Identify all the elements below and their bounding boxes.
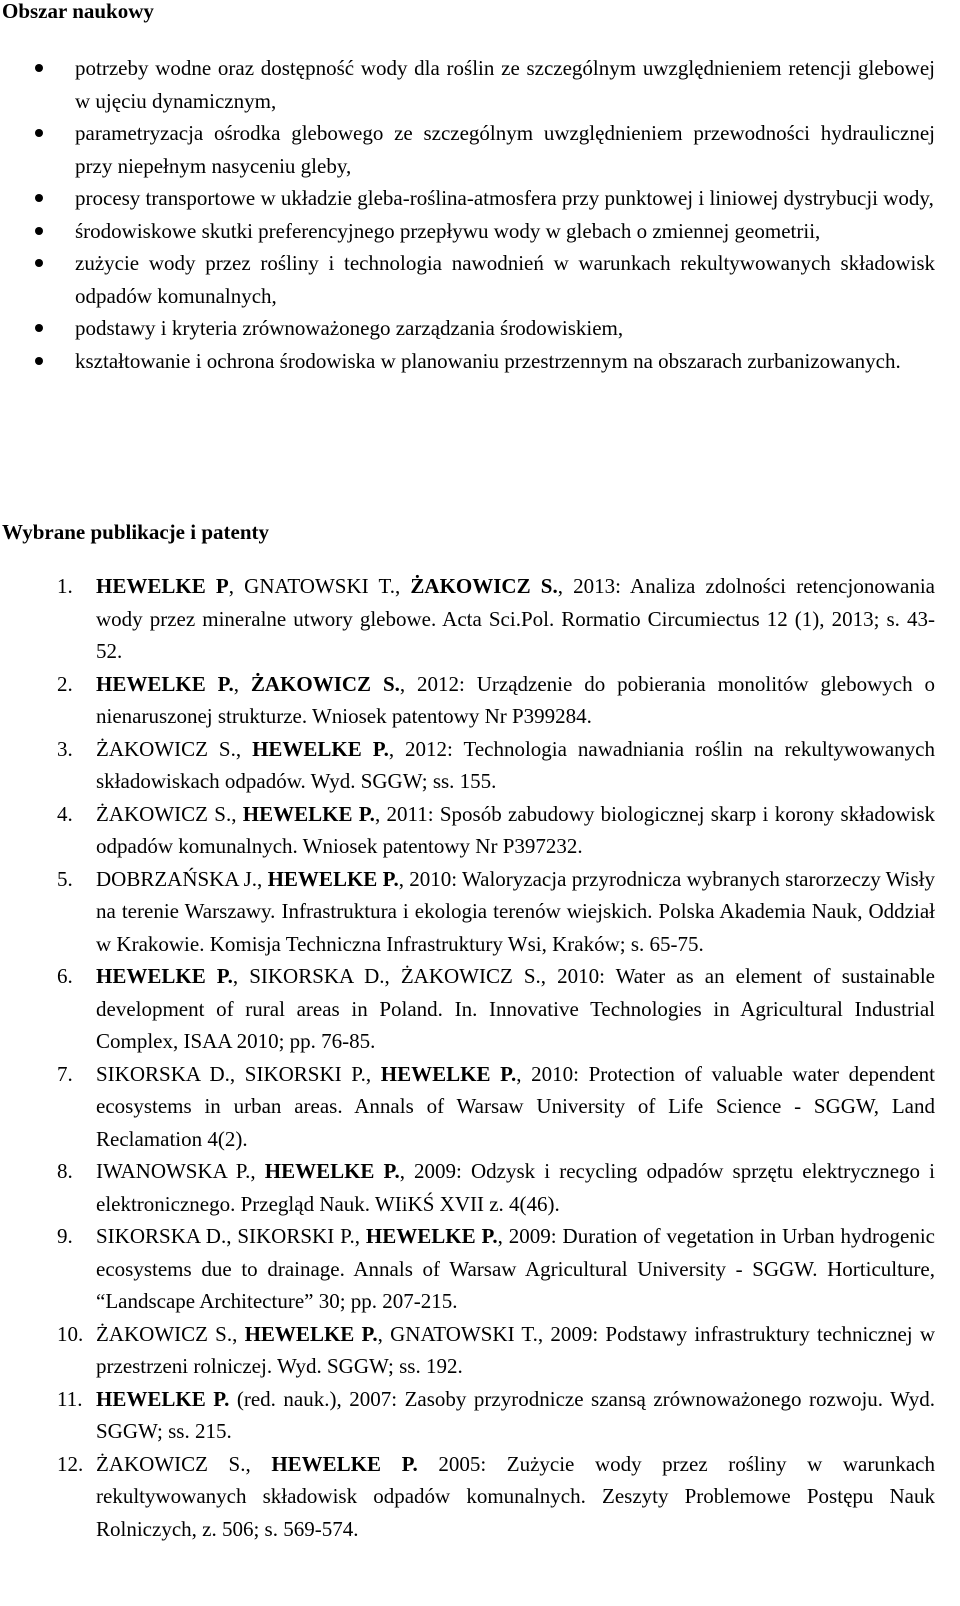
list-item (0, 345, 960, 378)
list-item-text: środowiskowe skutki preferencyjnego przepływu wody w glebach o zmiennej geometrii, (75, 218, 821, 243)
author-name-bold: HEWELKE P. (252, 736, 389, 761)
bullet-icon (35, 357, 43, 365)
publication-number: 2. (57, 671, 73, 696)
publication-text: ŻAKOWICZ S., (96, 1451, 272, 1476)
author-name-bold: HEWELKE P. (96, 964, 233, 988)
publication-text: ŻAKOWICZ S., (96, 1321, 245, 1346)
list-item-text: zużycie wody przez rośliny i technologia nawodnień w warunkach rekultywowanych składowisk odpadów komunalnych, (75, 251, 935, 308)
list-item (0, 117, 960, 182)
author-name-bold: ŻAKOWICZ S. (410, 574, 558, 598)
publication-text: , 2013: Analiza zdolności retencjonowania wody przez mineralne utwory glebowe. Acta Sci.Pol. Rormatio Circumiectus 12 (1), 2013; s. 43-52. (96, 574, 935, 663)
publication-item (0, 798, 960, 863)
publication-number: 8. (57, 1159, 73, 1183)
publication-item (0, 960, 960, 1058)
publication-text: DOBRZAŃSKA J., (96, 866, 268, 891)
publication-number: 11. (57, 1386, 83, 1411)
author-name-bold: HEWELKE P. (380, 1061, 517, 1086)
publication-number: 4. (57, 801, 73, 826)
publication-text: , 2009: Duration of vegetation in Urban hydrogenic ecosystems due to drainage. Annals of Warsaw Agricultural University - SGGW. Horticulture, “Landscape Architecture” 30; pp. 207-215. (96, 1224, 935, 1313)
list-item-text: parametryzacja ośrodka glebowego ze szczególnym uwzględnieniem przewodności hydraulicznej przy niepełnym nasyceniu gleby, (75, 121, 935, 178)
publication-number: 1. (57, 574, 73, 598)
publication-text: , GNATOWSKI T., 2009: Podstawy infrastruktury technicznej w przestrzeni rolniczej. Wyd. SGGW; ss. 192. (96, 1321, 935, 1378)
publication-item (0, 1318, 960, 1383)
publication-item (0, 1383, 960, 1448)
publication-text: , 2012: Technologia nawadniania roślin na rekultywowanych składowiskach odpadów. Wyd. SGGW; ss. 155. (96, 736, 935, 793)
bullet-icon (35, 194, 43, 202)
publication-text: SIKORSKA D., SIKORSKI P., (96, 1224, 366, 1248)
publication-text: , 2011: Sposób zabudowy biologicznej skarp i korony składowisk odpadów komunalnych. Wniosek patentowy Nr P397232. (96, 801, 935, 858)
publication-number: 10. (57, 1321, 84, 1346)
bullet-icon (35, 64, 43, 72)
list-item (0, 52, 960, 117)
publication-item (0, 1220, 960, 1318)
publication-number: 12. (57, 1451, 84, 1476)
list-item (0, 215, 960, 248)
publication-text: IWANOWSKA P., (96, 1159, 265, 1183)
publication-text: , GNATOWSKI T., (228, 574, 411, 598)
list-item-text: kształtowanie i ochrona środowiska w planowaniu przestrzennym na obszarach zurbanizowanych. (75, 348, 901, 373)
publication-number: 9. (57, 1224, 73, 1248)
publication-text: , 2012: Urządzenie do pobierania monolitów glebowych o nienaruszonej strukturze. Wniosek patentowy Nr P399284. (96, 671, 935, 728)
list-item (0, 247, 960, 312)
publication-text: SIKORSKA D., SIKORSKI P., (96, 1061, 381, 1086)
publication-item (0, 570, 960, 668)
section-heading-research-area: Obszar naukowy (2, 0, 154, 23)
list-item-text: procesy transportowe w układzie gleba-roślina-atmosfera przy punktowej i liniowej dystrybucji wody, (75, 186, 934, 210)
section-heading-publications: Wybrane publikacje i patenty (2, 520, 269, 544)
publication-number: 6. (57, 964, 73, 988)
publication-text: , (233, 671, 251, 696)
publication-number: 5. (57, 866, 73, 891)
publication-number: 7. (57, 1061, 73, 1086)
publication-item (0, 863, 960, 961)
author-name-bold: HEWELKE P. (271, 1451, 418, 1476)
list-item-text: potrzeby wodne oraz dostępność wody dla roślin ze szczególnym uwzględnieniem retencji glebowej w ujęciu dynamicznym, (75, 56, 935, 113)
author-name-bold: HEWELKE P. (242, 801, 375, 826)
publication-text: , 2009: Odzysk i recycling odpadów sprzętu elektrycznego i elektronicznego. Przegląd Nauk. WIiKŚ XVII z. 4(46). (96, 1159, 935, 1216)
author-name-bold: HEWELKE P. (96, 671, 234, 696)
bullet-icon (35, 324, 43, 332)
publication-text: , 2010: Protection of valuable water dependent ecosystems in urban areas. Annals of Warsaw University of Life Science - SGGW, Land Reclamation 4(2). (96, 1061, 935, 1151)
author-name-bold: HEWELKE P. (267, 866, 399, 891)
list-item-text: podstawy i kryteria zrównoważonego zarządzania środowiskiem, (75, 316, 624, 340)
publication-item (0, 1448, 960, 1546)
author-name-bold: HEWELKE P. (244, 1321, 378, 1346)
research-area-list (0, 52, 960, 377)
list-item (0, 182, 960, 215)
publication-text: ŻAKOWICZ S., (96, 801, 243, 826)
publication-item (0, 1155, 960, 1220)
publications-list (0, 570, 960, 1545)
publication-item (0, 1058, 960, 1156)
author-name-bold: HEWELKE P. (96, 1386, 230, 1411)
publication-text: , 2010: Waloryzacja przyrodnicza wybranych starorzeczy Wisły na terenie Warszawy. Infrastruktura i ekologia terenów wiejskich. Polska Akademia Nauk, Oddział w Krakowie. Komisja Techniczna Infrastruktury Wsi, Kraków; s. 65-75. (96, 866, 935, 956)
publication-text: (red. nauk.), 2007: Zasoby przyrodnicze szansą zrównoważonego rozwoju. Wyd. SGGW; ss. 215. (96, 1386, 935, 1443)
publication-text: 2005: Zużycie wody przez rośliny w warunkach rekultywowanych składowisk odpadów komunalnych. Zeszyty Problemowe Postępu Nauk Rolniczych, z. 506; s. 569-574. (96, 1451, 935, 1541)
bullet-icon (35, 259, 43, 267)
publication-text: , SIKORSKA D., ŻAKOWICZ S., 2010: Water as an element of sustainable development of rural areas in Poland. In. Innovative Technologies in Agricultural Industrial Complex, ISAA 2010; pp. 76-85. (96, 964, 935, 1053)
publication-text: ŻAKOWICZ S., (96, 736, 253, 761)
bullet-icon (35, 129, 43, 137)
author-name-bold: ŻAKOWICZ S. (250, 671, 400, 696)
bullet-icon (35, 227, 43, 235)
author-name-bold: HEWELKE P. (365, 1224, 498, 1248)
publication-item (0, 668, 960, 733)
publication-item (0, 733, 960, 798)
author-name-bold: HEWELKE P. (264, 1159, 400, 1183)
list-item (0, 312, 960, 345)
publication-number: 3. (57, 736, 73, 761)
author-name-bold: HEWELKE P (96, 574, 229, 598)
